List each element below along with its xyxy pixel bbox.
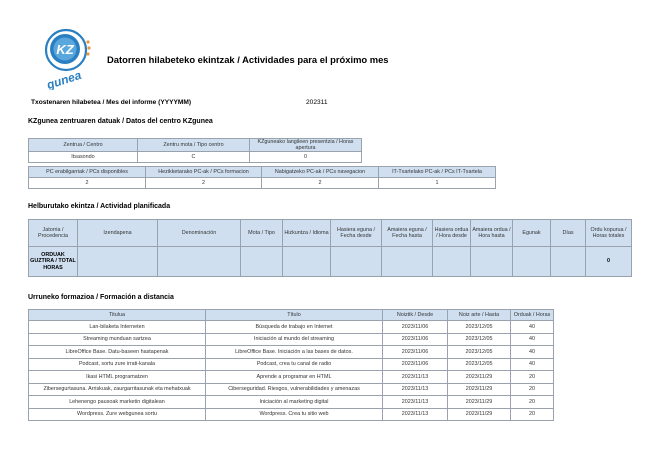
pc-table-header (29, 167, 496, 178)
table-cell (241, 247, 283, 277)
header-cell: Noiz arte / Hasta (448, 310, 511, 321)
header-cell: PC erabilgarriak / PCs disponibles (29, 167, 146, 178)
header-cell: Hasiera ordua / Hora desde (433, 220, 471, 247)
course-title-eu: LibreOffice Base. Datu-baseen hastapenak (29, 346, 206, 359)
end-date: 2023/12/05 (448, 333, 511, 346)
course-title-es: Búsqueda de trabajo en Internet (206, 321, 383, 334)
course-title-eu: Lehenengo pausoak marketin digitalean (29, 396, 206, 409)
header-cell: Amaiera ordua / Hora hasta (471, 220, 513, 247)
planned-activity-table (28, 219, 632, 277)
start-date: 2023/11/06 (383, 346, 448, 359)
table-cell (471, 247, 513, 277)
table-row (29, 321, 554, 334)
header-cell: Titulua (29, 310, 206, 321)
distance-table-header (29, 310, 554, 321)
distance-training-table (28, 309, 554, 421)
start-date: 2023/11/13 (383, 383, 448, 396)
course-hours: 20 (511, 396, 554, 409)
course-title-eu: Wordpress. Zure webgunea sortu (29, 408, 206, 421)
report-month-value: 202311 (306, 99, 328, 106)
logo-wordmark: gunea (45, 67, 83, 90)
course-hours: 40 (511, 346, 554, 359)
header-cell: Egunak (513, 220, 551, 247)
header-cell: Zentru mota / Tipo centro (138, 139, 250, 152)
table-row (29, 333, 554, 346)
start-date: 2023/11/13 (383, 371, 448, 384)
table-row (29, 396, 554, 409)
pc-table (28, 166, 496, 189)
center-section-title: KZgunea zentruaren datuak / Datos del centro KZgunea (28, 118, 213, 125)
center-type: C (138, 152, 250, 163)
table-row (29, 358, 554, 371)
table-row (29, 178, 496, 189)
header-cell: Noiztik / Desde (383, 310, 448, 321)
end-date: 2023/11/29 (448, 396, 511, 409)
table-row (29, 371, 554, 384)
pcs-available: 2 (29, 178, 146, 189)
course-title-es: Iniciación al marketing digital (206, 396, 383, 409)
header-cell: Ordu kopurua / Horas totales (586, 220, 632, 247)
planned-table-header (29, 220, 632, 247)
logo-badge: KZ (56, 42, 74, 57)
header-cell: Orduak / Horas (511, 310, 554, 321)
course-title-eu: Podcast, sortu zure irrati-kanala (29, 358, 206, 371)
end-date: 2023/11/29 (448, 371, 511, 384)
pcs-browsing: 2 (262, 178, 379, 189)
course-hours: 20 (511, 383, 554, 396)
header-cell: Izendapena (78, 220, 158, 247)
total-hours-row (29, 247, 632, 277)
header-cell: Hasiera eguna / Fecha desde (331, 220, 382, 247)
table-cell (283, 247, 331, 277)
table-row (29, 408, 554, 421)
course-title-eu: Ikasi HTML programatzen (29, 371, 206, 384)
opening-hours: 0 (250, 152, 362, 163)
start-date: 2023/11/06 (383, 321, 448, 334)
table-row (29, 346, 554, 359)
end-date: 2023/11/29 (448, 408, 511, 421)
end-date: 2023/12/05 (448, 321, 511, 334)
course-title-es: Aprende a programar en HTML (206, 371, 383, 384)
center-name: Itsasondo (29, 152, 138, 163)
pcs-it-txartela: 1 (379, 178, 496, 189)
total-hours-value: 0 (586, 247, 632, 277)
course-hours: 40 (511, 333, 554, 346)
header-cell: Nabigatzeko PC-ak / PCs navegacion (262, 167, 379, 178)
start-date: 2023/11/13 (383, 408, 448, 421)
table-cell (331, 247, 382, 277)
table-cell (513, 247, 551, 277)
logo-icon (36, 24, 102, 90)
table-cell (433, 247, 471, 277)
document-title: Datorren hilabeteko ekintzak / Actividades para el próximo mes (107, 54, 389, 65)
table-row (29, 383, 554, 396)
start-date: 2023/11/13 (383, 396, 448, 409)
total-hours-label: ORDUAK GUZTIRA / TOTAL HORAS (29, 247, 78, 277)
header-cell: Denominación (158, 220, 241, 247)
course-title-eu: Streaming munduan sartzea (29, 333, 206, 346)
table-row (29, 152, 362, 163)
kzgunea-logo (36, 24, 102, 90)
course-title-es: Podcast, crea tu canal de radio (206, 358, 383, 371)
header-cell: IT-Txartelako PC-ak / PCs IT-Txartela (379, 167, 496, 178)
course-title-es: Iniciación al mundo del streaming (206, 333, 383, 346)
course-title-es: Ciberseguridad. Riesgos, vulnerabilidades y amenazas (206, 383, 383, 396)
course-title-es: LibreOffice Base. Iniciación a las bases de datos. (206, 346, 383, 359)
start-date: 2023/11/06 (383, 358, 448, 371)
course-title-eu: Lan-bilaketa Interneten (29, 321, 206, 334)
header-cell: Amaiera eguna / Fecha hasta (382, 220, 433, 247)
course-hours: 40 (511, 358, 554, 371)
header-cell: Jatorria / Procedencia (29, 220, 78, 247)
table-cell (551, 247, 586, 277)
end-date: 2023/11/29 (448, 383, 511, 396)
start-date: 2023/11/06 (383, 333, 448, 346)
distance-table-body (29, 321, 554, 421)
end-date: 2023/12/05 (448, 346, 511, 359)
header-cell: Hizkuntza / Idioma (283, 220, 331, 247)
header-cell: KZguneako langileen presentzia / Horas apertura (250, 139, 362, 152)
report-month-label: Txostenaren hilabetea / Mes del informe (YYYYMM) (31, 99, 192, 106)
pcs-training: 2 (146, 178, 262, 189)
header-cell: Mota / Tipo (241, 220, 283, 247)
center-table (28, 138, 362, 163)
header-cell: Hezikketarako PC-ak / PCs formacion (146, 167, 262, 178)
header-cell: Días (551, 220, 586, 247)
end-date: 2023/12/05 (448, 358, 511, 371)
distance-section-title: Urruneko formazioa / Formación a distancia (28, 294, 174, 301)
course-title-eu: Zibersegurtasuna. Arriskuak, zaurgarritasunak eta mehatxuak (29, 383, 206, 396)
table-cell (382, 247, 433, 277)
header-cell: Título (206, 310, 383, 321)
center-table-header (29, 139, 362, 152)
table-cell (78, 247, 158, 277)
course-title-es: Wordpress. Crea tu sitio web (206, 408, 383, 421)
course-hours: 20 (511, 371, 554, 384)
course-hours: 20 (511, 408, 554, 421)
course-hours: 40 (511, 321, 554, 334)
planned-section-title: Helburutako ekintza / Actividad planificada (28, 203, 171, 210)
header-cell: Zentrua / Centro (29, 139, 138, 152)
table-cell (158, 247, 241, 277)
